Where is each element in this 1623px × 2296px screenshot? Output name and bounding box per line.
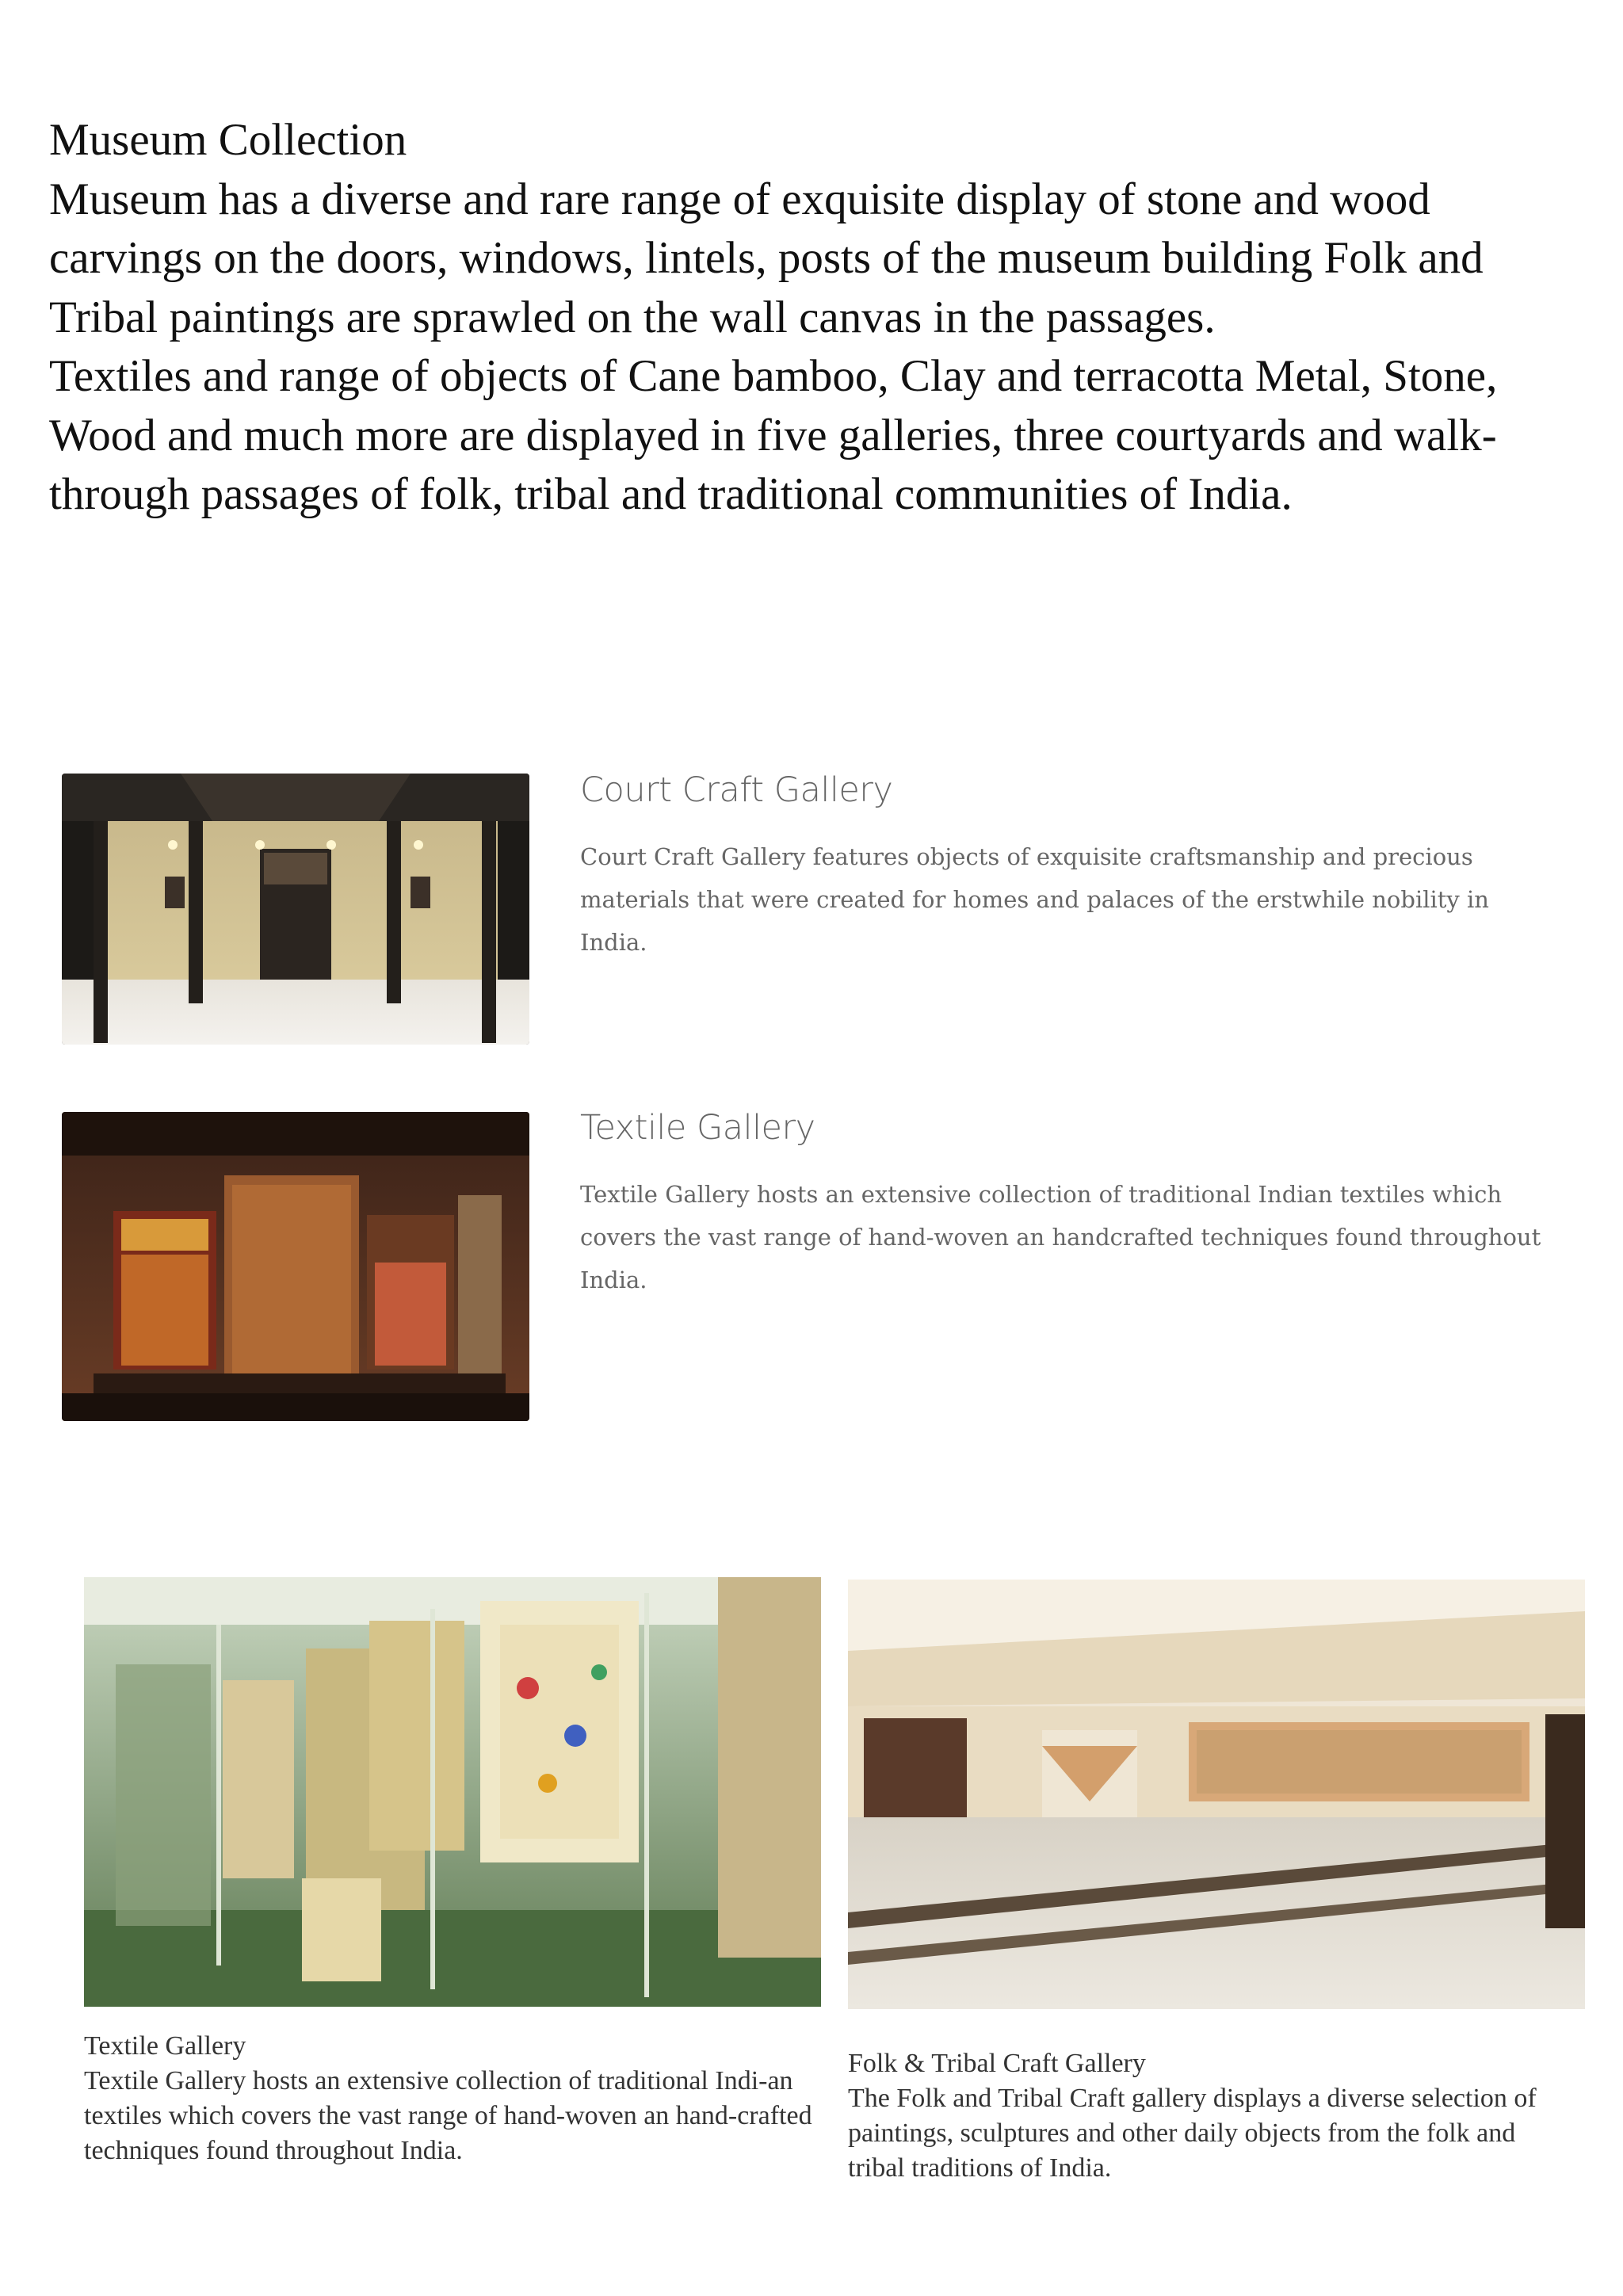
textile-gallery-photo	[84, 1577, 821, 2007]
gallery-desc-textile: Textile Gallery hosts an extensive collection of traditional Indian textiles which covers the vast range of hand-woven an handcrafted techniques found throughout India.	[580, 1181, 1541, 1293]
textile-photo-caption	[84, 2029, 821, 2168]
caption-title: Textile Gallery	[84, 2031, 246, 2061]
folk-tribal-photo-caption	[848, 2046, 1577, 2186]
court-craft-gallery-image	[62, 774, 529, 1045]
gallery-title-court-craft: Court Craft Gallery	[580, 770, 893, 810]
page-title: Museum Collection	[49, 115, 407, 165]
textile-gallery-image	[62, 1112, 529, 1421]
gallery-title-textile: Textile Gallery	[580, 1108, 815, 1148]
caption-text: Textile Gallery hosts an extensive collection of traditional Indi-an textiles which covers the vast range of hand-woven an hand-crafted techniques found throughout India.	[84, 2066, 812, 2165]
intro-paragraph-2: Textiles and range of objects of Cane bamboo, Clay and terracotta Metal, Stone, Wood and much more are displayed in five galleries, three courtyards and walk-through passages of folk, tribal and traditional communities of India.	[49, 351, 1498, 519]
caption-title: Folk & Tribal Craft Gallery	[848, 2049, 1146, 2078]
intro-paragraph-1: Museum has a diverse and rare range of exquisite display of stone and wood carvings on the doors, windows, lintels, posts of the museum building Folk and Tribal paintings are sprawled on the wall canvas in the passages.	[49, 174, 1484, 342]
gallery-desc-court-craft: Court Craft Gallery features objects of exquisite craftsmanship and precious materials that were created for homes and palaces of the erstwhile nobility in India.	[580, 843, 1489, 956]
folk-tribal-gallery-photo	[848, 1580, 1585, 2009]
intro-section	[49, 111, 1571, 525]
caption-text: The Folk and Tribal Craft gallery displays a diverse selection of paintings, sculptures and other daily objects from the folk and tribal traditions of India.	[848, 2084, 1537, 2183]
